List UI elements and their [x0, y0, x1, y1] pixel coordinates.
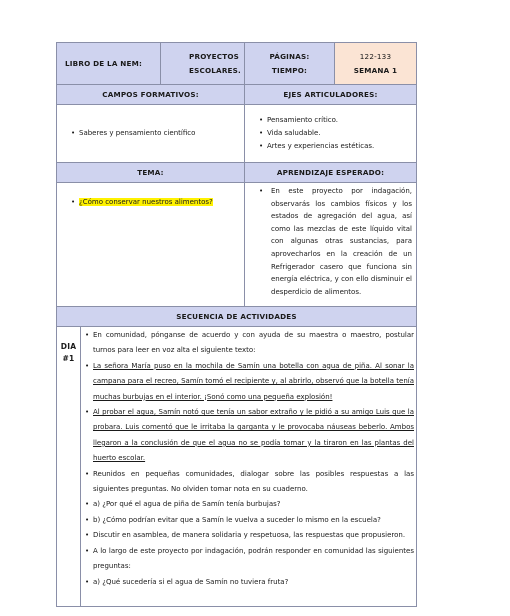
activity-item: • A lo largo de este proyecto por indagación, podrán responder en comunidad las siguientes preguntas:: [85, 544, 414, 575]
activity-item: • En comunidad, pónganse de acuerdo y con ayuda de su maestra o maestro, postular turnos para leer en voz alta el siguiente texto:: [85, 328, 414, 359]
ejes-title: EJES ARTICULADORES:: [283, 90, 378, 99]
activity-question: • b) ¿Cómo podrían evitar que a Samín le vuelva a suceder lo mismo en la escuela?: [85, 513, 414, 528]
tema-text: ¿Cómo conservar nuestros alimentos?: [79, 198, 213, 206]
aprendizaje-title-cell: [245, 163, 417, 183]
aprendizaje-title: APRENDIZAJE ESPERADO:: [276, 168, 385, 177]
libro-value-line1: PROYECTOS: [189, 51, 240, 61]
tema-title-cell: [57, 163, 245, 183]
activity-reading: • Al probar el agua, Samín notó que tenía un sabor extraño y le pidió a su amigo Luis que la probara. Luis comentó que le irritaba la garganta y le provocaba náuseas beberlo. Ambos llegaron a la conclusión de que el agua no se podía tomar y la tiraron en las plantas del huerto escolar.: [85, 405, 414, 467]
paginas-tiempo-value-cell: [335, 43, 417, 85]
tema-item: [71, 197, 244, 208]
activity-question: • a) ¿Por qué el agua de piña de Samín tenía burbujas?: [85, 497, 414, 512]
tiempo-label: TIEMPO:: [271, 65, 308, 75]
libro-value-cell: [161, 43, 245, 85]
campos-title-cell: [57, 85, 245, 105]
activity-reading: • La señora María puso en la mochila de Samín una botella con agua de piña. Al sonar la campana para el recreo, Samín tomó el recipiente y, al abrirlo, observó que la botella tenía muchas burbujas en el interior. ¡Sonó como una pequeña explosión!: [85, 359, 414, 405]
campos-content-cell: [57, 105, 245, 163]
libro-label-cell: [57, 43, 161, 85]
activity-question: • a) ¿Qué sucedería si el agua de Samín no tuviera fruta?: [85, 575, 414, 590]
libro-label: LIBRO DE LA NEM:: [65, 59, 143, 68]
secuencia-title-cell: [57, 307, 417, 327]
ejes-title-cell: [245, 85, 417, 105]
day-label-line2: #1: [62, 354, 75, 363]
day-label-cell: [57, 327, 81, 607]
ejes-item: • Artes y experiencias estéticas.: [259, 140, 416, 153]
activity-item: • Discutir en asamblea, de manera solidaria y respetuosa, las respuestas que propusieron.: [85, 528, 414, 543]
ejes-content-cell: [245, 105, 417, 163]
libro-value-line2: ESCOLARES.: [189, 65, 241, 75]
secuencia-title: SECUENCIA DE ACTIVIDADES: [176, 312, 297, 321]
campos-item: • Saberes y pensamiento científico: [71, 128, 244, 139]
activities-cell: [81, 327, 417, 607]
paginas-value: 122-133: [359, 51, 392, 61]
tiempo-value: SEMANA 1: [353, 65, 398, 75]
day-label-line1: DIA: [60, 342, 77, 351]
activity-item: • Reunidos en pequeñas comunidades, dialogar sobre las posibles respuestas a las siguientes preguntas. No olviden tomar nota en su cuaderno.: [85, 467, 414, 498]
tema-content-cell: [57, 183, 245, 307]
paginas-label: PÁGINAS:: [269, 51, 310, 61]
ejes-item: • Vida saludable.: [259, 127, 416, 140]
tema-title: TEMA:: [137, 168, 164, 177]
paginas-tiempo-label-cell: [245, 43, 335, 85]
planning-table: [56, 42, 417, 607]
ejes-item: • Pensamiento crítico.: [259, 114, 416, 127]
campos-title: CAMPOS FORMATIVOS:: [102, 90, 199, 99]
aprendizaje-text: • En este proyecto por indagación, observarás los cambios físicos y los estados de agregación del agua, así como las mezclas de este líquido vital con algunas otras sustancias, para aprovecharlos en la creación de un Refrigerador casero que funciona sin energía eléctrica, y con ello disminuir el desperdicio de alimentos.: [259, 185, 412, 298]
aprendizaje-content-cell: [245, 183, 417, 307]
